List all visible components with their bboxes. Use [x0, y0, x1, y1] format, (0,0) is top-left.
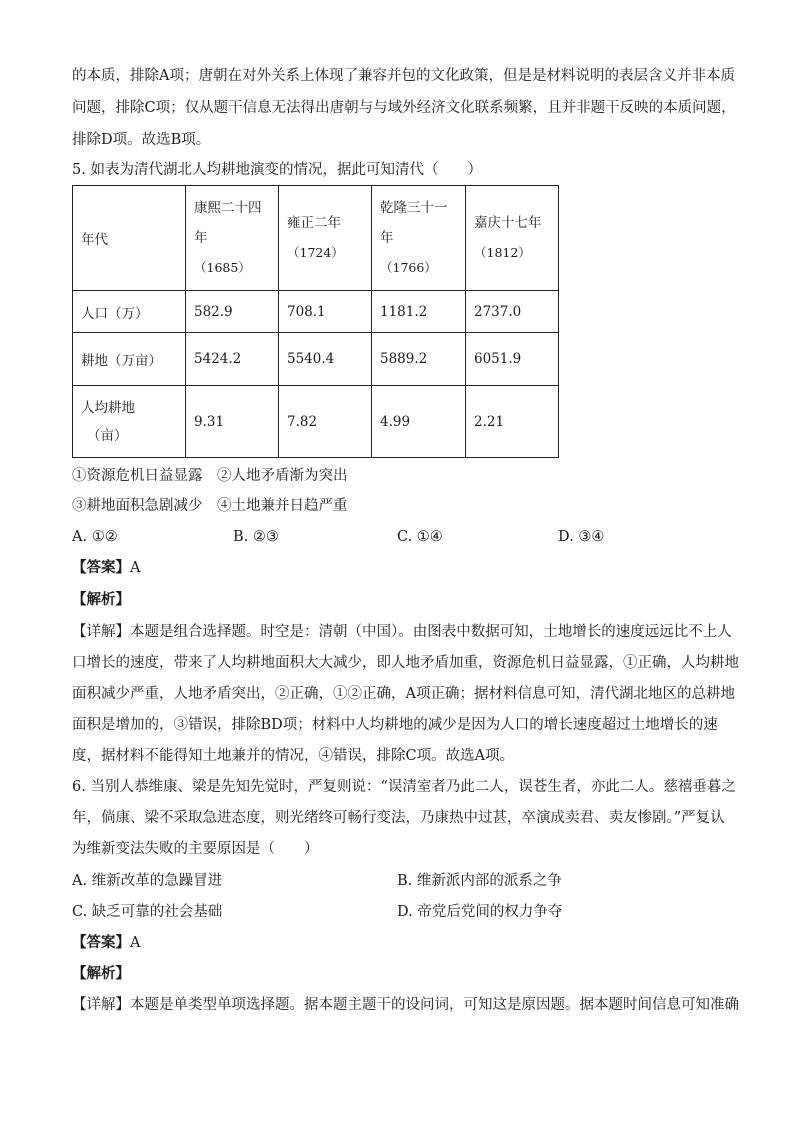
detail-line: 【详解】本题是组合选择题。时空是：清朝（中国）。由图表中数据可知，土地增长的速度远远比不上人 [72, 624, 732, 640]
statement-line: ①资源危机日益显露 ②人地矛盾渐为突出 [72, 468, 348, 484]
column-header: 嘉庆十七年 （1812） [466, 186, 559, 291]
table-row: 人均耕地 （亩） 9.31 7.82 4.99 2.21 [73, 386, 559, 458]
analysis-label: 【解析】 [72, 591, 130, 608]
detail-line: 度，据材料不能得知土地兼并的情况，④错误，排除C项。故选A项。 [72, 748, 515, 764]
population-farmland-table [72, 185, 559, 458]
analysis-label: 【解析】 [72, 965, 130, 982]
paragraph-line: 的本质，排除A项；唐朝在对外关系上体现了兼容并包的文化政策，但是是材料说明的表层含义并非本质 [72, 68, 735, 84]
question-6-stem: 为维新变法失败的主要原因是（ ） [72, 841, 319, 857]
answer-line: 【答案】A [72, 934, 141, 951]
option-c: C. ①④ [397, 529, 443, 545]
question-6-stem: 年，倘康、梁不采取急进态度，则光绪终可畅行变法，乃康热中过甚，卒演成卖君、卖友惨剧。”严复认 [72, 810, 725, 826]
table-row: 耕地（万亩） 5424.2 5540.4 5889.2 6051.9 [73, 333, 559, 386]
detail-line: 面积减少严重，人地矛盾突出，②正确，①②正确，A项正确；据材料信息可知，清代湖北地区的总耕地 [72, 686, 735, 702]
option-d: D. 帝党后党间的权力争夺 [397, 904, 563, 920]
statement-line: ③耕地面积急剧减少 ④土地兼并日趋严重 [72, 498, 348, 514]
option-d: D. ③④ [558, 529, 605, 545]
header-label-cell: 年代 [73, 186, 186, 291]
option-a: A. 维新改革的急躁冒进 [72, 873, 223, 889]
paragraph-line: 排除D项。故选B项。 [72, 132, 211, 148]
option-a: A. ①② [72, 529, 118, 545]
option-b: B. ②③ [233, 529, 279, 545]
column-header: 雍正二年 （1724） [279, 186, 372, 291]
answer-line: 【答案】A [72, 559, 141, 576]
column-header: 康熙二十四 年 （1685） [186, 186, 279, 291]
question-6-stem: 6. 当别人恭维康、梁是先知先觉时，严复则说：“误清室者乃此二人，误苍生者，亦此二人。慈禧垂暮之 [72, 779, 736, 795]
detail-line: 口增长的速度，带来了人均耕地面积大大减少，即人地矛盾加重，资源危机日益显露，①正确，人均耕地 [72, 655, 739, 671]
option-c: C. 缺乏可靠的社会基础 [72, 904, 223, 920]
paragraph-line: 问题，排除C项；仅从题干信息无法得出唐朝与与域外经济文化联系频繁，且并非题干反映的本质问题， [72, 100, 736, 116]
detail-line: 【详解】本题是单类型单项选择题。据本题主题干的设问词，可知这是原因题。据本题时间信息可知准确 [72, 997, 739, 1013]
option-b: B. 维新派内部的派系之争 [397, 873, 562, 889]
column-header: 乾隆三十一 年 （1766） [372, 186, 466, 291]
table-row: 人口（万） 582.9 708.1 1181.2 2737.0 [73, 291, 559, 333]
detail-line: 面积是增加的，③错误，排除BD项；材料中人均耕地的减少是因为人口的增长速度超过土地增长的速 [72, 717, 718, 733]
question-5-stem: 5. 如表为清代湖北人均耕地演变的情况，据此可知清代（ ） [72, 162, 482, 178]
